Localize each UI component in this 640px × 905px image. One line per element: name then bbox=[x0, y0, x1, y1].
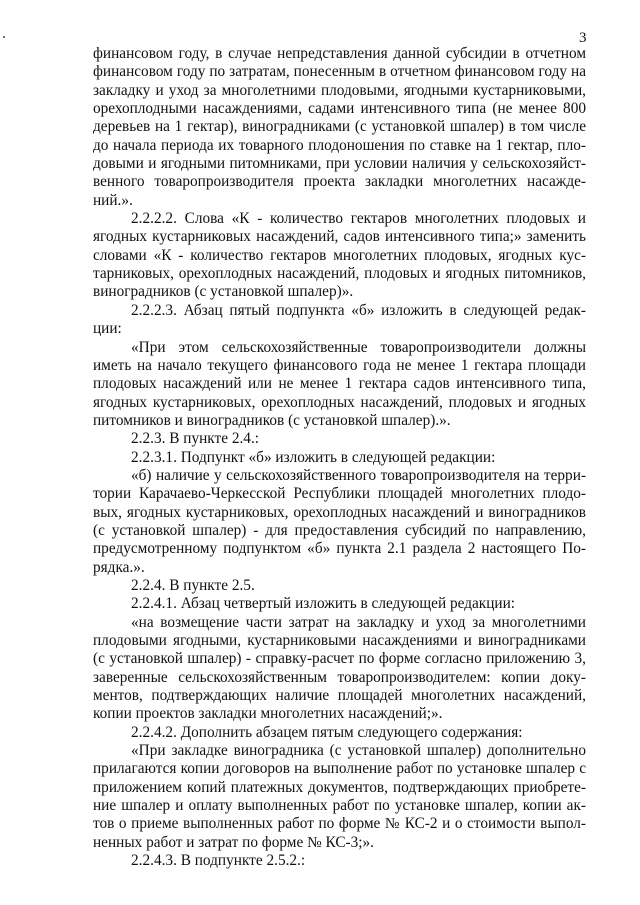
text-line: закладку и уход за многолетними плодовыми, ягодными кустарниковыми, bbox=[93, 81, 586, 99]
text-line: 2.2.2.3. Абзац пятый подпункта «б» изложить в следующей редак- bbox=[131, 301, 586, 319]
text-line: ние шпалер и оплату выполненных работ по установке шпалер, копии ак- bbox=[93, 797, 586, 815]
text-line: «При этом сельскохозяйственные товаропроизводители должны bbox=[131, 338, 586, 356]
text-line: питомников и виноградников (с установкой шпалер).». bbox=[93, 411, 451, 429]
text-line: тории Карачаево-Черкесской Республики площадей многолетних плодо- bbox=[93, 485, 586, 503]
text-line: 2.2.2.2. Слова «К - количество гектаров многолетних плодовых и bbox=[131, 210, 586, 228]
text-line: 2.2.4. В пункте 2.5. bbox=[131, 576, 255, 594]
text-line: венного товаропроизводителя проекта закладки многолетних насажде- bbox=[93, 173, 586, 191]
text-line: словами «К - количество гектаров многолетних плодовых, ягодных кус- bbox=[93, 246, 586, 264]
text-line: приложением копий платежных документов, подтверждающих приобрете- bbox=[93, 778, 586, 796]
document-body bbox=[93, 45, 586, 870]
text-line: 2.2.3.1. Подпункт «б» изложить в следующей редакции: bbox=[131, 448, 496, 466]
text-line: заверенные сельскохозяйственным товаропроизводителем: копии доку- bbox=[93, 668, 586, 686]
text-line: ягодных кустарниковых насаждений, садов интенсивного типа;» заменить bbox=[93, 228, 586, 246]
text-line: «б) наличие у сельскохозяйственного товаропроизводителя на терри- bbox=[131, 466, 586, 484]
scan-speck bbox=[3, 36, 5, 38]
text-line: ции: bbox=[93, 320, 122, 338]
text-line: ягодных кустарниковых, орехоплодных насаждений, плодовых и ягодных bbox=[93, 393, 586, 411]
text-line: 2.2.4.3. В подпункте 2.5.2.: bbox=[131, 852, 306, 870]
text-line: деревьев на 1 гектар), виноградниками (с установкой шпалер) в том числе bbox=[93, 118, 586, 136]
text-line: (с установкой шпалер) - для предоставления субсидий по направлению, bbox=[93, 521, 586, 539]
text-line: до начала периода их товарного плодоношения по ставке на 1 гектар, пло- bbox=[93, 136, 586, 154]
text-line: (с установкой шпалер) - справку-расчет по форме согласно приложению 3, bbox=[93, 650, 586, 668]
text-line: плодовыми ягодными, кустарниковыми насаждениями и виноградниками bbox=[93, 632, 586, 649]
text-line: ментов, подтверждающих наличие площадей многолетних насаждений, bbox=[93, 687, 586, 705]
text-line: «на возмещение части затрат на закладку и уход за многолетними bbox=[131, 613, 586, 631]
text-line: прилагаются копии договоров на выполнение работ по установке шпалер с bbox=[93, 760, 586, 778]
text-line: орехоплодными насаждениями, садами интенсивного типа (не менее 800 bbox=[93, 100, 586, 118]
text-line: рядка.». bbox=[93, 558, 145, 576]
text-line: финансовом году, в случае непредставления данной субсидии в отчетном bbox=[93, 45, 586, 62]
text-line: виноградников (с установкой шпалер)». bbox=[93, 283, 354, 301]
text-line: предусмотренному подпунктом «б» пункта 2.1 раздела 2 настоящего По- bbox=[93, 540, 586, 558]
text-line: копии проектов закладки многолетних насаждений;». bbox=[93, 705, 443, 723]
text-line: довыми и ягодными питомниками, при условии наличия у сельскохозяйст- bbox=[93, 155, 586, 173]
text-line: 2.2.3. В пункте 2.4.: bbox=[131, 430, 260, 448]
page-number: 3 bbox=[579, 30, 587, 46]
text-line: плодовых насаждений или не менее 1 гектара садов интенсивного типа, bbox=[93, 375, 586, 393]
text-line: вых, ягодных кустарниковых, орехоплодных насаждений и виноградников bbox=[93, 503, 586, 521]
text-line: тарниковых, орехоплодных насаждений, плодовых и ягодных питомников, bbox=[93, 265, 586, 283]
text-line: 2.2.4.1. Абзац четвертый изложить в следующей редакции: bbox=[131, 595, 516, 613]
text-line: иметь на начало текущего финансового года не менее 1 гектара площади bbox=[93, 356, 586, 374]
text-line: тов о приеме выполненных работ по форме № КС-2 и о стоимости выпол- bbox=[93, 815, 586, 833]
text-line: финансовом году по затратам, понесенным в отчетном финансовом году на bbox=[93, 63, 586, 81]
text-line: ненных работ и затрат по форме № КС-3;». bbox=[93, 833, 374, 851]
text-line: ний.». bbox=[93, 191, 133, 209]
text-line: 2.2.4.2. Дополнить абзацем пятым следующего содержания: bbox=[131, 723, 523, 741]
text-line: «При закладке виноградника (с установкой шпалер) дополнительно bbox=[131, 742, 586, 760]
